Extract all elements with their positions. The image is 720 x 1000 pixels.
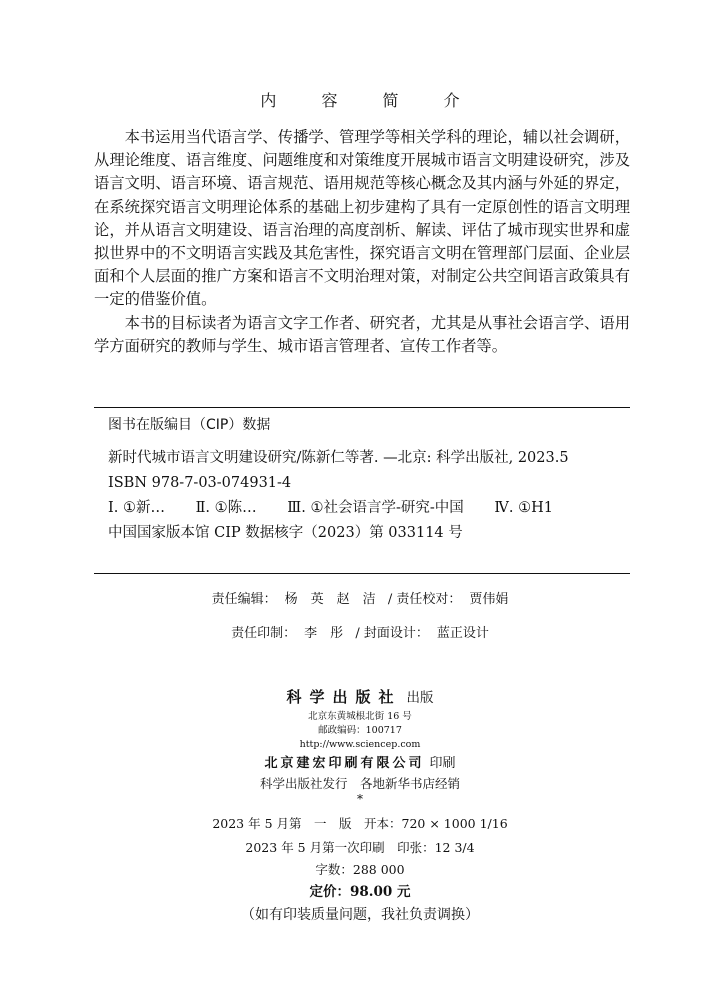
cip-catalog-number: 中国国家版本馆 CIP 数据核字（2023）第 033114 号 [108, 525, 463, 541]
distribution: 科学出版社发行 各地新华书店经销 [259, 776, 460, 791]
quality-note: （如有印装质量问题，我社负责调换） [241, 907, 479, 923]
cip-class-1: Ⅰ. ①新… [108, 500, 165, 516]
publisher-name: 科学出版社 [286, 688, 402, 706]
website: http://www.sciencep.com [299, 739, 421, 750]
cip-class-4: Ⅳ. ①H1 [494, 500, 553, 516]
word-count: 字数：288 000 [315, 862, 405, 877]
page-title: 内 容 简 介 [260, 91, 480, 110]
intro-paragraph-1: 本书运用当代语言学、传播学、管理学等相关学科的理论，辅以社会调研，从理论维度、语言维度、问题维度和对策维度开展城市语言文明建设研究，涉及语言文明、语言环境、语言规范、语用规范等核心概念及其内涵与外延的界定，在系统探究语言文明理论体系的基础上初步建构了具有一定原创性的语言文明理论，并从语言文明建设、语言治理的高度剖析、解读、评估了城市现实世界和虚拟世界中的不文明语言实践及其危害性，探究语言文明在管理部门层面、企业层面和个人层面的推广方案和语言不文明治理对策，对制定公共空间语言政策具有一定的借鉴价值。 [94, 128, 630, 309]
printer-suffix: 印刷 [429, 756, 456, 771]
printer-line [0, 752, 720, 771]
proofreader-label: / 责任校对： [387, 592, 462, 607]
impression-info: 2023 年 5 月第一次印刷 印张：12 3/4 [245, 840, 475, 855]
price: 定价：98.00 元 [309, 884, 411, 900]
credits-line-2 [0, 622, 720, 641]
cip-top-rule [94, 407, 630, 408]
intro-paragraph-2: 本书的目标读者为语言文字工作者、研究者，尤其是从事社会语言学、语用学方面研究的教师与学生、城市语言管理者、宣传工作者等。 [94, 313, 630, 355]
cip-class-3: Ⅲ. ①社会语言学-研究-中国 [287, 500, 464, 516]
cip-heading: 图书在版编目（CIP）数据 [108, 417, 271, 433]
editor-names: 杨 英 赵 洁 [284, 592, 376, 607]
print-supervisor-label: 责任印制： [231, 626, 297, 641]
publisher-suffix: 出版 [406, 690, 434, 706]
cip-class-2: Ⅱ. ①陈… [195, 500, 257, 516]
postcode: 邮政编码：100717 [318, 725, 402, 736]
edition-info: 2023 年 5 月第 一 版 开本：720 × 1000 1/16 [212, 816, 508, 831]
credits-line-1 [0, 588, 720, 607]
cip-isbn: ISBN 978-7-03-074931-4 [108, 475, 292, 491]
cover-designer-name: 蓝正设计 [436, 626, 489, 641]
editor-label: 责任编辑： [211, 592, 277, 607]
print-supervisor-name: 李 彤 [304, 626, 344, 641]
proofreader-name: 贾伟娟 [469, 592, 509, 607]
cip-classification [108, 496, 632, 521]
publisher-line [0, 686, 720, 707]
cover-designer-label: / 封面设计： [355, 626, 429, 641]
cip-bibliographic-entry: 新时代城市语言文明建设研究/陈新仁等著. —北京: 科学出版社, 2023.5 [108, 450, 569, 466]
introduction [94, 126, 630, 358]
cip-block [108, 414, 632, 546]
cip-bottom-rule [94, 573, 630, 574]
publisher-address: 北京东黄城根北街 16 号 [308, 711, 412, 722]
printer-name: 北京建宏印刷有限公司 [264, 756, 425, 771]
star-separator: * [357, 792, 363, 806]
